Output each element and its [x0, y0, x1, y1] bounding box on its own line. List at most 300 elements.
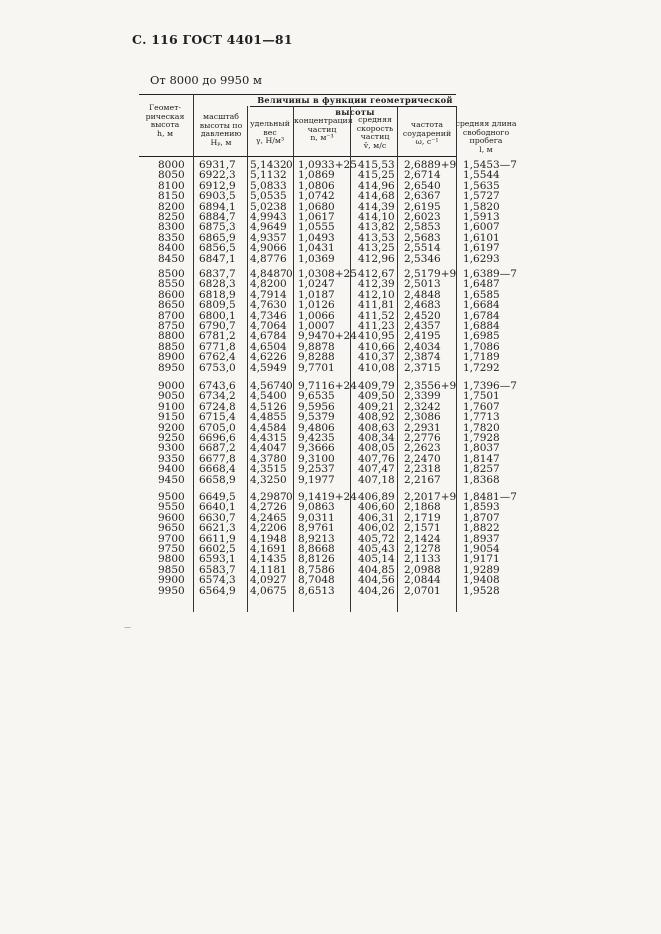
cell-v: 409,50 [358, 390, 395, 403]
cell-v: 412,10 [358, 288, 395, 301]
cell-v: 405,72 [358, 532, 395, 545]
cell-h: 8800 [158, 330, 185, 343]
cell-n: 1,0493 [298, 231, 335, 244]
cell-v: 409,21 [358, 400, 395, 413]
cell-h: 8300 [158, 221, 185, 234]
cell-l: 1,7086 [463, 340, 500, 353]
cell-n: 1,0247 [298, 278, 335, 291]
cell-v: 405,43 [358, 543, 395, 555]
cell-g: 4,2726 [250, 501, 287, 514]
cell-v: 414,96 [358, 179, 395, 192]
cell-v: 410,08 [358, 361, 395, 374]
cell-g: 4,5400 [250, 390, 287, 403]
cell-h: 8350 [158, 231, 185, 244]
cell-h: 8550 [158, 278, 185, 291]
cell-l: 1,5913 [463, 211, 500, 223]
cell-n: 1,0007 [298, 320, 335, 332]
col-rule [397, 106, 398, 612]
cell-n: 1,0806 [298, 179, 335, 192]
cell-v: 415,53 [358, 159, 395, 171]
cell-H: 6781,2 [199, 330, 236, 343]
cell-w: 2,0988 [404, 563, 441, 576]
colhead-v [352, 116, 398, 150]
cell-g: 4,4855 [250, 411, 287, 424]
header-bottom-rule [139, 156, 456, 157]
colhead-text: l, м [479, 144, 493, 154]
cell-w: 2,1278 [404, 543, 441, 555]
cell-H: 6705,0 [199, 421, 236, 434]
cell-v: 405,14 [358, 553, 395, 566]
colhead-text: Hₚ, м [210, 137, 232, 147]
cell-H: 6564,9 [199, 584, 236, 597]
cell-g: 4,6504 [250, 340, 287, 353]
cell-h: 9300 [158, 442, 185, 455]
cell-g_e: 0 [286, 159, 293, 171]
range-label: От 8000 до 9950 м [150, 73, 262, 87]
cell-l: 1,7607 [463, 400, 500, 413]
cell-g: 4,3250 [250, 473, 287, 486]
cell-w: 2,4683 [404, 299, 441, 312]
cell-w: 2,3874 [404, 351, 441, 364]
cell-g: 4,1691 [250, 543, 287, 555]
cell-H: 6865,9 [199, 231, 236, 244]
cell-h: 9250 [158, 432, 185, 444]
cell-n: 1,0126 [298, 299, 335, 312]
cell-l: 1,6197 [463, 242, 500, 255]
cell-n: 9,0311 [298, 511, 335, 524]
cell-v: 412,67 [358, 268, 395, 280]
cell-v: 411,81 [358, 299, 395, 312]
cell-g: 4,7630 [250, 299, 287, 312]
colhead-gamma [248, 120, 292, 146]
cell-H: 6875,3 [199, 221, 236, 234]
cell-l: 1,5453—7 [463, 159, 517, 171]
cell-w: 2,3086 [404, 411, 441, 424]
cell-l: 1,8037 [463, 442, 500, 455]
cell-h: 9750 [158, 543, 185, 555]
cell-v: 404,26 [358, 584, 395, 597]
col-rule [456, 106, 457, 612]
cell-v: 413,53 [358, 231, 395, 244]
cell-w: 2,3242 [404, 400, 441, 413]
cell-h: 9950 [158, 584, 185, 597]
cell-l: 1,6684 [463, 299, 500, 312]
cell-l: 1,6487 [463, 278, 500, 291]
cell-n: 9,7116+24 [298, 380, 357, 392]
cell-H: 6611,9 [199, 532, 236, 545]
cell-w: 2,6023 [404, 211, 441, 223]
cell-v: 415,25 [358, 169, 395, 182]
cell-g: 4,9066 [250, 242, 287, 255]
cell-n: 9,1977 [298, 473, 335, 486]
cell-w: 2,6367 [404, 190, 441, 203]
col-rule [293, 106, 294, 612]
colhead-text: масштаб [203, 112, 239, 121]
colhead-text: концентрация [294, 116, 353, 125]
scan-mark: — [124, 623, 131, 631]
cell-h: 9850 [158, 563, 185, 576]
cell-w: 2,5346 [404, 252, 441, 265]
cell-H: 6912,9 [199, 179, 236, 192]
colhead-text: высота [150, 120, 180, 130]
cell-g: 4,6784 [250, 330, 287, 343]
cell-w: 2,0701 [404, 584, 441, 597]
cell-l: 1,6985 [463, 330, 500, 343]
cell-g: 5,1432 [250, 159, 287, 171]
cell-l: 1,7501 [463, 390, 500, 403]
cell-h: 8500 [158, 268, 185, 280]
colhead-h [139, 104, 191, 138]
cell-H: 6593,1 [199, 553, 236, 566]
cell-H: 6790,7 [199, 320, 236, 332]
cell-n: 1,0066 [298, 309, 335, 322]
cell-H: 6696,6 [199, 432, 236, 444]
cell-H: 6847,1 [199, 252, 236, 265]
colhead-text: Геомет- [148, 103, 182, 112]
cell-l: 1,9171 [463, 553, 500, 566]
cell-l: 1,5544 [463, 169, 500, 182]
cell-g: 5,0535 [250, 190, 287, 203]
cell-v: 414,68 [358, 190, 395, 203]
cell-n: 9,9470+24 [298, 330, 357, 343]
cell-n: 1,0369 [298, 252, 335, 265]
cell-g_e: 0 [286, 268, 293, 280]
cell-v: 409,79 [358, 380, 395, 392]
cell-H: 6818,9 [199, 288, 236, 301]
cell-h: 8200 [158, 200, 185, 213]
cell-l: 1,8822 [463, 522, 500, 535]
cell-g: 5,0238 [250, 200, 287, 213]
cell-g: 4,8200 [250, 278, 287, 291]
cell-w: 2,4034 [404, 340, 441, 353]
cell-w: 2,5683 [404, 231, 441, 244]
cell-l: 1,8937 [463, 532, 500, 545]
cell-h: 8450 [158, 252, 185, 265]
cell-v: 406,31 [358, 511, 395, 524]
colhead-text: рическая [145, 111, 185, 121]
cell-w: 2,4848 [404, 288, 441, 301]
cell-H: 6677,8 [199, 452, 236, 465]
cell-h: 9000 [158, 380, 185, 392]
cell-v: 410,66 [358, 340, 395, 353]
colhead-text: ω, с⁻¹ [415, 137, 439, 147]
cell-v: 411,52 [358, 309, 395, 322]
cell-l: 1,6585 [463, 288, 500, 301]
cell-H: 6809,5 [199, 299, 236, 312]
page-header: С. 116 ГОСТ 4401—81 [132, 32, 293, 47]
cell-l: 1,6007 [463, 221, 500, 234]
cell-H: 6687,2 [199, 442, 236, 455]
cell-l: 1,5820 [463, 200, 500, 213]
cell-w: 2,1133 [404, 553, 441, 566]
colhead-text: удельный [250, 119, 290, 128]
cell-H: 6574,3 [199, 574, 236, 587]
cell-h: 9900 [158, 574, 185, 587]
colhead-n [294, 116, 353, 143]
cell-n: 8,8668 [298, 543, 335, 555]
cell-w: 2,6195 [404, 200, 441, 213]
colhead-text: свободного [462, 127, 510, 137]
cell-h: 8750 [158, 320, 185, 332]
colhead-text: средняя длина [455, 119, 517, 128]
cell-h: 8050 [158, 169, 185, 182]
cell-l: 1,8368 [463, 473, 500, 486]
cell-w: 2,4195 [404, 330, 441, 343]
cell-n: 1,0431 [298, 242, 335, 255]
cell-g: 4,0675 [250, 584, 287, 597]
cell-v: 408,63 [358, 421, 395, 434]
cell-l: 1,7189 [463, 351, 500, 364]
cell-n: 1,0187 [298, 288, 335, 301]
cell-v: 407,47 [358, 463, 395, 476]
cell-h: 8650 [158, 299, 185, 312]
cell-l: 1,8593 [463, 501, 500, 514]
cell-n: 9,3100 [298, 452, 335, 465]
cell-h: 9100 [158, 400, 185, 413]
colhead-text: γ, Н/м³ [255, 136, 285, 146]
cell-n: 9,1419+24 [298, 491, 357, 503]
colhead-text: давлению [200, 129, 242, 139]
cell-h: 9350 [158, 452, 185, 465]
cell-w: 2,6889+9 [404, 159, 457, 171]
cell-l: 1,8147 [463, 452, 500, 465]
cell-H: 6640,1 [199, 501, 236, 514]
cell-n: 9,3666 [298, 442, 335, 455]
cell-H: 6724,8 [199, 400, 236, 413]
colhead-text: v̄, м/с [363, 140, 387, 150]
cell-h: 9700 [158, 532, 185, 545]
cell-v: 412,96 [358, 252, 395, 265]
cell-g: 4,5126 [250, 400, 287, 413]
cell-w: 2,1571 [404, 522, 441, 535]
cell-h: 8850 [158, 340, 185, 353]
cell-g: 4,4584 [250, 421, 287, 434]
colhead-text: n, м⁻³ [310, 133, 334, 143]
cell-H: 6668,4 [199, 463, 236, 476]
cell-H: 6762,4 [199, 351, 236, 364]
cell-n: 9,5379 [298, 411, 335, 424]
cell-w: 2,3556+9 [404, 380, 457, 392]
cell-H: 6828,3 [199, 278, 236, 291]
cell-n: 9,4235 [298, 432, 335, 444]
cell-v: 413,82 [358, 221, 395, 234]
cell-n: 1,0617 [298, 211, 335, 223]
cell-g: 4,2987 [250, 491, 287, 503]
cell-l: 1,9408 [463, 574, 500, 587]
cell-l: 1,9528 [463, 584, 500, 597]
cell-w: 2,5179+9 [404, 268, 457, 280]
cell-H: 6630,7 [199, 511, 236, 524]
cell-n: 8,9761 [298, 522, 335, 535]
cell-n: 9,5956 [298, 400, 335, 413]
cell-h: 9800 [158, 553, 185, 566]
cell-H: 6621,3 [199, 522, 236, 535]
cell-h: 8250 [158, 211, 185, 223]
cell-g: 4,9649 [250, 221, 287, 234]
cell-g: 5,1132 [250, 169, 287, 182]
colhead-text: скорость [356, 123, 394, 133]
cell-l: 1,8481—7 [463, 491, 517, 503]
cell-v: 404,56 [358, 574, 395, 587]
cell-v: 410,37 [358, 351, 395, 364]
cell-w: 2,1719 [404, 511, 441, 524]
cell-g: 4,9943 [250, 211, 287, 223]
cell-H: 6715,4 [199, 411, 236, 424]
cell-v: 404,85 [358, 563, 395, 576]
colhead-text: частиц [360, 132, 390, 142]
cell-g_e: 0 [286, 380, 293, 392]
colhead-text: частиц [307, 124, 337, 134]
cell-n: 8,8126 [298, 553, 335, 566]
cell-n: 1,0869 [298, 169, 335, 182]
cell-H: 6771,8 [199, 340, 236, 353]
cell-w: 2,2167 [404, 473, 441, 486]
colhead-text: соударений [402, 128, 452, 138]
cell-h: 8700 [158, 309, 185, 322]
colhead-l [455, 120, 517, 154]
cell-v: 406,60 [358, 501, 395, 514]
cell-w: 2,6714 [404, 169, 441, 182]
cell-g: 4,7346 [250, 309, 287, 322]
cell-v: 410,95 [358, 330, 395, 343]
cell-l: 1,7820 [463, 421, 500, 434]
cell-v: 408,34 [358, 432, 395, 444]
cell-g: 4,3780 [250, 452, 287, 465]
cell-H: 6837,7 [199, 268, 236, 280]
cell-g: 4,6226 [250, 351, 287, 364]
cell-n: 1,0742 [298, 190, 335, 203]
cell-H: 6602,5 [199, 543, 236, 555]
cell-w: 2,5514 [404, 242, 441, 255]
cell-n: 9,0863 [298, 501, 335, 514]
cell-w: 2,5853 [404, 221, 441, 234]
cell-n: 8,6513 [298, 584, 335, 597]
cell-w: 2,3399 [404, 390, 441, 403]
cell-w: 2,4520 [404, 309, 441, 322]
cell-w: 2,4357 [404, 320, 441, 332]
cell-l: 1,7396—7 [463, 380, 517, 392]
colhead-text: h, м [156, 128, 174, 138]
cell-n: 1,0933+25 [298, 159, 357, 171]
cell-w: 2,5013 [404, 278, 441, 291]
cell-w: 2,6540 [404, 179, 441, 192]
cell-h: 9400 [158, 463, 185, 476]
cell-g: 4,4315 [250, 432, 287, 444]
cell-g: 4,7914 [250, 288, 287, 301]
col-rule [247, 106, 248, 612]
cell-H: 6931,7 [199, 159, 236, 171]
cell-l: 1,6884 [463, 320, 500, 332]
cell-n: 1,0308+25 [298, 268, 357, 280]
cell-w: 2,1868 [404, 501, 441, 514]
cell-l: 1,7292 [463, 361, 500, 374]
cell-n: 8,7048 [298, 574, 335, 587]
cell-h: 8100 [158, 179, 185, 192]
cell-l: 1,9054 [463, 543, 500, 555]
cell-h: 9650 [158, 522, 185, 535]
cell-n: 9,6535 [298, 390, 335, 403]
cell-v: 408,92 [358, 411, 395, 424]
cell-h: 9500 [158, 491, 185, 503]
cell-g: 4,8487 [250, 268, 287, 280]
cell-l: 1,7713 [463, 411, 500, 424]
cell-l: 1,6293 [463, 252, 500, 265]
cell-n: 9,7701 [298, 361, 335, 374]
cell-g_e: 0 [286, 491, 293, 503]
col-rule [193, 94, 194, 612]
cell-g: 4,0927 [250, 574, 287, 587]
cell-h: 8000 [158, 159, 185, 171]
cell-l: 1,7928 [463, 432, 500, 444]
cell-H: 6894,1 [199, 200, 236, 213]
cell-g: 5,0833 [250, 179, 287, 192]
cell-g: 4,3515 [250, 463, 287, 476]
cell-w: 2,2623 [404, 442, 441, 455]
cell-n: 1,0680 [298, 200, 335, 213]
cell-g: 4,2465 [250, 511, 287, 524]
cell-g: 4,5674 [250, 380, 287, 392]
cell-l: 1,9289 [463, 563, 500, 576]
colhead-text: пробега [469, 136, 503, 146]
cell-v: 414,39 [358, 200, 395, 213]
cell-g: 4,8776 [250, 252, 287, 265]
cell-g: 4,9357 [250, 231, 287, 244]
cell-h: 9200 [158, 421, 185, 434]
cell-H: 6856,5 [199, 242, 236, 255]
cell-g: 4,5949 [250, 361, 287, 374]
cell-h: 9050 [158, 390, 185, 403]
cell-H: 6649,5 [199, 491, 236, 503]
colhead-text: частота [410, 120, 444, 129]
colhead-text: высоты по [199, 120, 243, 130]
cell-g: 4,1435 [250, 553, 287, 566]
cell-g: 4,1181 [250, 563, 287, 576]
cell-H: 6658,9 [199, 473, 236, 486]
cell-H: 6743,6 [199, 380, 236, 392]
cell-H: 6800,1 [199, 309, 236, 322]
cell-n: 9,8878 [298, 340, 335, 353]
cell-h: 8600 [158, 288, 185, 301]
cell-H: 6922,3 [199, 169, 236, 182]
cell-H: 6753,0 [199, 361, 236, 374]
colhead-text: вес [263, 127, 277, 137]
col-rule [350, 106, 351, 612]
colhead-text: средняя [358, 115, 392, 124]
colhead-omega [398, 121, 456, 147]
cell-h: 9150 [158, 411, 185, 424]
cell-l: 1,6784 [463, 309, 500, 322]
cell-H: 6583,7 [199, 563, 236, 576]
cell-H: 6884,7 [199, 211, 236, 223]
cell-v: 407,76 [358, 452, 395, 465]
cell-w: 2,2017+9 [404, 491, 457, 503]
cell-v: 414,10 [358, 211, 395, 223]
table-group-title: Величины в функции геометрической высоты [257, 95, 453, 117]
cell-l: 1,6101 [463, 231, 500, 244]
cell-h: 9600 [158, 511, 185, 524]
cell-w: 2,2470 [404, 452, 441, 465]
cell-n: 8,9213 [298, 532, 335, 545]
cell-v: 406,89 [358, 491, 395, 503]
cell-w: 2,2931 [404, 421, 441, 434]
cell-h: 8900 [158, 351, 185, 364]
cell-h: 9550 [158, 501, 185, 514]
colhead-H [195, 113, 247, 147]
cell-g: 4,7064 [250, 320, 287, 332]
cell-n: 8,7586 [298, 563, 335, 576]
cell-w: 2,3715 [404, 361, 441, 374]
cell-v: 406,02 [358, 522, 395, 535]
